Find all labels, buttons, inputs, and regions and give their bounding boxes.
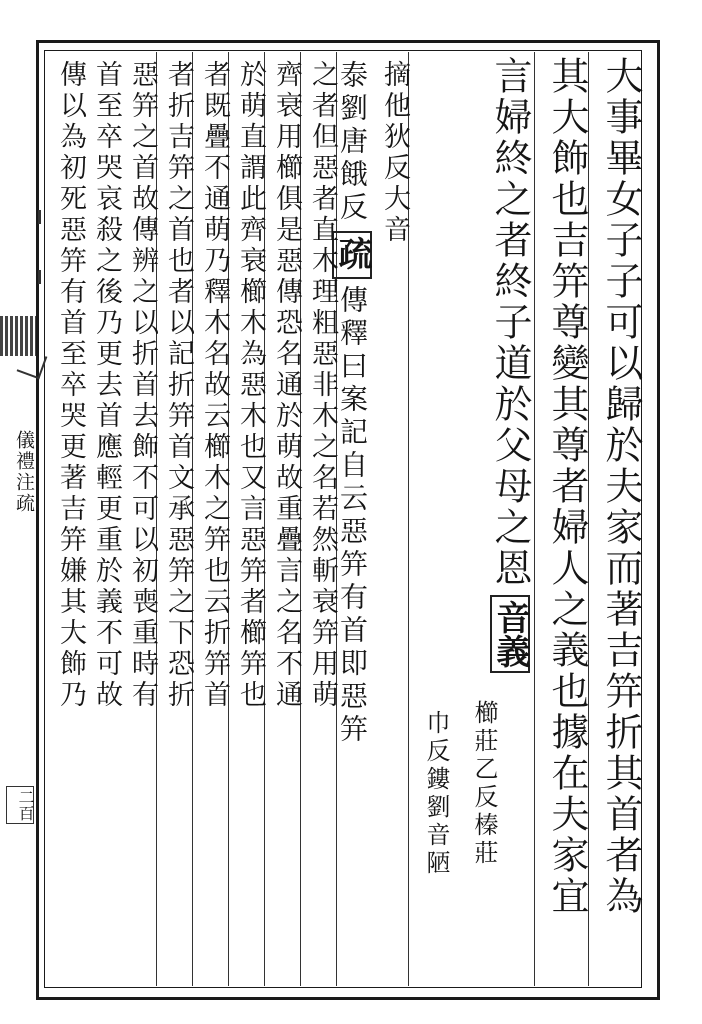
text-column-4: 摘他狄反大音	[379, 60, 410, 246]
text-column-13: 傳以為初死惡笄有首至卒哭更著吉笄嫌其大飾乃	[55, 60, 86, 711]
text-column-3	[476, 56, 530, 679]
text-column-10: 者折吉笄之首也者以記折笄首文承惡笄之下恐折	[163, 60, 194, 711]
text-column-12: 首至卒哭哀殺之後乃更去首應輕更重於義不可故	[91, 60, 122, 711]
margin-book-title: 儀禮注疏	[13, 430, 35, 514]
text-column-9: 者既疊不通萌乃釋木名故云櫛木之笄也云折笄首	[199, 60, 230, 711]
text-column-7: 齊衰用櫛俱是惡傳恐名通於萌故重疊言之名不通	[271, 60, 302, 711]
yinyi-marker: 音義	[490, 595, 530, 673]
text-column-5-rest: 傳釋曰案記自云惡笄有首即惡笄	[336, 285, 369, 747]
column-rule	[534, 52, 535, 986]
text-column-6: 之者但惡者直木理粗惡非木之名若然斬衰笄用萌	[307, 60, 338, 711]
margin-page-number: 二百	[6, 786, 34, 824]
shu-marker: 疏	[332, 231, 372, 279]
text-column-3-main: 言婦終之者終子道於父母之恩	[488, 56, 532, 589]
text-column-1: 大事畢女子子可以歸於夫家而著吉笄折其首者為	[599, 56, 643, 917]
text-column-2: 其大飾也吉笄尊變其尊者婦人之義也據在夫家宜	[545, 56, 589, 917]
margin-tick	[38, 270, 41, 284]
text-column-8: 於萌直謂此齊衰櫛木為惡木也又言惡笄者櫛笄也	[235, 60, 266, 711]
margin-tick	[38, 210, 41, 224]
text-column-5-lead: 泰劉唐餓反	[336, 60, 369, 225]
text-column-11: 惡笄之首故傳辨之以折首去飾不可以初喪重時有	[127, 60, 158, 711]
yinyi-note-line-1: 櫛莊乙反榛莊	[470, 700, 498, 868]
text-column-5	[332, 60, 372, 747]
yinyi-note-line-2: 巾反鏤劉音陋	[422, 710, 450, 878]
